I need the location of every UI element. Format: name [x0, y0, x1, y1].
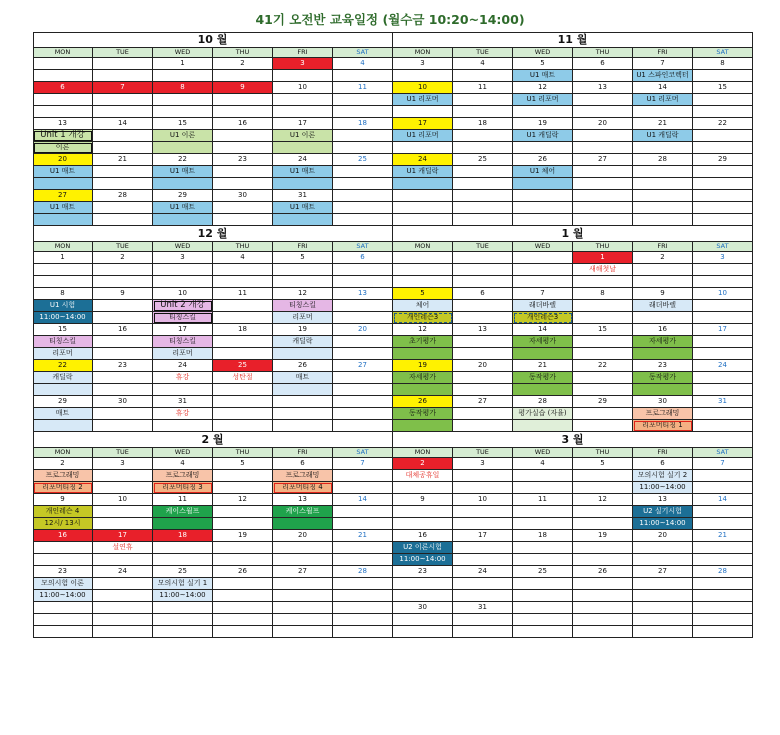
calendar-cell: 새해첫날 — [573, 264, 633, 276]
calendar-cell: 4 — [513, 458, 573, 470]
calendar-cell: 30 — [633, 396, 693, 408]
calendar-cell: 18 — [453, 118, 513, 130]
calendar-cell: 8 — [33, 288, 93, 300]
calendar-cell: 14 — [633, 82, 693, 94]
day-header: SAT — [693, 48, 753, 58]
month-header: 10 월 — [33, 32, 393, 48]
calendar-cell: 29 — [153, 190, 213, 202]
calendar-cell: 19 — [273, 324, 333, 336]
calendar-cell: 프로그래밍 — [33, 470, 93, 482]
calendar-cell: 27 — [333, 360, 393, 372]
calendar-cell: 설연휴 — [93, 542, 153, 554]
calendar-cell: 15 — [33, 324, 93, 336]
calendar-cell: 개인레슨3 — [393, 312, 453, 324]
calendar-cell: 래더바렐 — [513, 300, 573, 312]
calendar-cell: 26 — [573, 566, 633, 578]
grid-frame — [33, 32, 753, 638]
calendar-cell: 16 — [93, 324, 153, 336]
calendar-cell: 5 — [573, 458, 633, 470]
calendar-cell: 16 — [633, 324, 693, 336]
day-header: SAT — [693, 242, 753, 252]
calendar-cell: 24 — [693, 360, 753, 372]
calendar-cell: U1 매트 — [273, 202, 333, 214]
calendar-cell: U2 실기시험 — [633, 506, 693, 518]
day-header: SAT — [333, 242, 393, 252]
calendar-cell: U2 이론시험 — [393, 542, 453, 554]
day-header: TUE — [93, 242, 153, 252]
calendar-cell: 리포머 — [273, 312, 333, 324]
calendar-cell: U1 매트 — [513, 70, 573, 82]
calendar-cell: 17 — [153, 324, 213, 336]
calendar-cell: 7 — [693, 458, 753, 470]
calendar-cell: 18 — [513, 530, 573, 542]
calendar-cell: 동작평가 — [633, 372, 693, 384]
calendar-cell: 3 — [93, 458, 153, 470]
calendar-cell: 1 — [153, 58, 213, 70]
calendar-cell: 9 — [393, 494, 453, 506]
calendar-cell: U1 캐딜락 — [633, 130, 693, 142]
calendar-cell: 리포머티칭 2 — [33, 482, 93, 494]
calendar-cell: 10 — [153, 288, 213, 300]
calendar-cell: 28 — [513, 396, 573, 408]
calendar-cell: 24 — [393, 154, 453, 166]
calendar-cell: 자세평가 — [513, 336, 573, 348]
calendar-cell: 9 — [33, 494, 93, 506]
calendar-cell: 19 — [393, 360, 453, 372]
calendar-cell: 매트 — [33, 408, 93, 420]
calendar-cell: 15 — [573, 324, 633, 336]
calendar-cell: U1 매트 — [273, 166, 333, 178]
calendar-cell: 7 — [93, 82, 153, 94]
calendar-cell: 21 — [333, 530, 393, 542]
calendar-cell: 27 — [573, 154, 633, 166]
calendar-cell: 3 — [693, 252, 753, 264]
calendar-cell: 티칭스킬 — [273, 300, 333, 312]
calendar-cell: 30 — [393, 602, 453, 614]
calendar-cell: 11 — [513, 494, 573, 506]
calendar-cell: 12 — [213, 494, 273, 506]
day-header: WED — [153, 48, 213, 58]
calendar-cell: 23 — [93, 360, 153, 372]
calendar-cell: 31 — [273, 190, 333, 202]
calendar-cell: U1 체어 — [513, 166, 573, 178]
calendar-cell: 자세평가 — [633, 336, 693, 348]
calendar-cell: 10 — [453, 494, 513, 506]
calendar-cell: 16 — [33, 530, 93, 542]
calendar-cell: 26 — [213, 566, 273, 578]
day-header: MON — [393, 242, 453, 252]
calendar-cell: U1 스파인코렉터 — [633, 70, 693, 82]
calendar-cell: 동작평가 — [513, 372, 573, 384]
calendar-cell: U1 이론 — [273, 130, 333, 142]
calendar-cell: 24 — [93, 566, 153, 578]
calendar-cell: 26 — [273, 360, 333, 372]
calendar-cell: 11 — [153, 494, 213, 506]
calendar-cell: 20 — [33, 154, 93, 166]
day-header: WED — [513, 448, 573, 458]
calendar-cell: 티칭스킬 — [153, 336, 213, 348]
calendar-cell: 17 — [393, 118, 453, 130]
calendar-cell: U1 리포머 — [513, 94, 573, 106]
calendar-cell: 23 — [633, 360, 693, 372]
calendar-cell: 13 — [453, 324, 513, 336]
day-header: THU — [573, 48, 633, 58]
calendar-cell: 10 — [693, 288, 753, 300]
day-header: FRI — [633, 448, 693, 458]
calendar-cell: 3 — [453, 458, 513, 470]
calendar-cell: 12 — [513, 82, 573, 94]
calendar-cell: 3 — [393, 58, 453, 70]
calendar-cell: 8 — [573, 288, 633, 300]
calendar-cell: 5 — [513, 58, 573, 70]
calendar-cell: 13 — [273, 494, 333, 506]
calendar-cell: 리포머티칭 3 — [153, 482, 213, 494]
calendar-cell: 2 — [393, 458, 453, 470]
calendar-cell: 25 — [513, 566, 573, 578]
calendar-cell: 11:00~14:00 — [633, 482, 693, 494]
calendar-cell: 28 — [93, 190, 153, 202]
calendar-cell: 7 — [633, 58, 693, 70]
calendar-cell: 21 — [93, 154, 153, 166]
calendar-cell: 17 — [93, 530, 153, 542]
calendar-cell: 동작평가 — [393, 408, 453, 420]
day-header: MON — [33, 448, 93, 458]
calendar-cell: 6 — [273, 458, 333, 470]
calendar-cell: 23 — [393, 566, 453, 578]
calendar-cell: 4 — [213, 252, 273, 264]
calendar-cell: U1 매트 — [33, 166, 93, 178]
month-header: 1 월 — [393, 226, 753, 242]
calendar-cell: 10 — [273, 82, 333, 94]
calendar-cell: 25 — [213, 360, 273, 372]
calendar-cell: U1 매트 — [33, 202, 93, 214]
calendar-cell: 20 — [453, 360, 513, 372]
calendar-cell: 27 — [33, 190, 93, 202]
calendar-cell: 31 — [153, 396, 213, 408]
calendar-cell: U1 리포머 — [393, 94, 453, 106]
calendar-cell: 13 — [333, 288, 393, 300]
calendar-cell: 프로그래밍 — [273, 470, 333, 482]
calendar-cell: 13 — [33, 118, 93, 130]
calendar-cell: 13 — [573, 82, 633, 94]
calendar-cell: 28 — [333, 566, 393, 578]
day-header: TUE — [453, 242, 513, 252]
calendar-cell: 11 — [213, 288, 273, 300]
day-header: FRI — [633, 242, 693, 252]
calendar-cell: 20 — [333, 324, 393, 336]
calendar-cell: 휴강 — [153, 372, 213, 384]
calendar-cell: 11:00~14:00 — [33, 312, 93, 324]
day-header: TUE — [453, 448, 513, 458]
calendar-cell: 티칭스킬 — [153, 312, 213, 324]
calendar-cell: 22 — [573, 360, 633, 372]
calendar-cell: 20 — [273, 530, 333, 542]
calendar-cell: 모의시험 이론 — [33, 578, 93, 590]
calendar-cell: 28 — [693, 566, 753, 578]
calendar-cell: 2 — [93, 252, 153, 264]
calendar-cell: 22 — [153, 154, 213, 166]
calendar-cell: 2 — [633, 252, 693, 264]
calendar-cell: 10 — [93, 494, 153, 506]
day-header: TUE — [453, 48, 513, 58]
calendar-cell: 9 — [633, 288, 693, 300]
calendar-cell: 31 — [693, 396, 753, 408]
day-header: WED — [153, 242, 213, 252]
calendar-cell: 17 — [453, 530, 513, 542]
calendar-cell: 20 — [573, 118, 633, 130]
calendar-cell: 9 — [93, 288, 153, 300]
calendar-cell: 19 — [513, 118, 573, 130]
day-header: THU — [573, 242, 633, 252]
calendar-cell: 개인레슨 4 — [33, 506, 93, 518]
calendar-cell: 체어 — [393, 300, 453, 312]
calendar-cell: 11:00~14:00 — [153, 590, 213, 602]
calendar-cell: U1 이론 — [153, 130, 213, 142]
calendar-cell: 대체공휴일 — [393, 470, 453, 482]
calendar-cell: 22 — [693, 118, 753, 130]
calendar-cell: 매트 — [273, 372, 333, 384]
calendar-cell: 리포머티칭 4 — [273, 482, 333, 494]
day-header: WED — [513, 48, 573, 58]
calendar-cell: 2 — [213, 58, 273, 70]
day-header: TUE — [93, 448, 153, 458]
calendar-cell: 29 — [693, 154, 753, 166]
calendar-cell: 9 — [213, 82, 273, 94]
calendar-cell: 18 — [333, 118, 393, 130]
calendar-cell: 3 — [153, 252, 213, 264]
calendar-cell: 11 — [453, 82, 513, 94]
calendar-cell: Unit 2 개강 — [153, 300, 213, 312]
calendar-cell: U1 시험 — [33, 300, 93, 312]
month-header: 11 월 — [393, 32, 753, 48]
day-header: MON — [33, 48, 93, 58]
calendar-cell: 29 — [573, 396, 633, 408]
month-header: 3 월 — [393, 432, 753, 448]
calendar-cell: 6 — [453, 288, 513, 300]
calendar-cell: 11 — [333, 82, 393, 94]
calendar-cell: 6 — [633, 458, 693, 470]
day-header: SAT — [333, 48, 393, 58]
calendar-cell: 25 — [333, 154, 393, 166]
calendar-cell: 5 — [273, 252, 333, 264]
calendar-cell: 23 — [213, 154, 273, 166]
calendar-cell: 11:00~14:00 — [33, 590, 93, 602]
day-header: THU — [213, 242, 273, 252]
calendar-cell: 24 — [153, 360, 213, 372]
calendar-cell: 19 — [573, 530, 633, 542]
calendar-cell: 11:00~14:00 — [393, 554, 453, 566]
calendar-cell: 성탄절 — [213, 372, 273, 384]
calendar-cell: 5 — [213, 458, 273, 470]
calendar-cell: 14 — [333, 494, 393, 506]
calendar-cell: 14 — [513, 324, 573, 336]
calendar-cell: 13 — [633, 494, 693, 506]
calendar-cell: 18 — [213, 324, 273, 336]
calendar-cell: 케이스월프 — [153, 506, 213, 518]
calendar-cell: 캐딜락 — [33, 372, 93, 384]
calendar-cell: 프로그래밍 — [153, 470, 213, 482]
calendar-cell: U1 매트 — [153, 166, 213, 178]
calendar-cell: 29 — [33, 396, 93, 408]
calendar-cell: 모의시험 실기 1 — [153, 578, 213, 590]
calendar-cell: U1 캐딜락 — [393, 166, 453, 178]
calendar-cell: 25 — [153, 566, 213, 578]
calendar-cell: 케이스월프 — [273, 506, 333, 518]
calendar-cell: 휴강 — [153, 408, 213, 420]
calendar-cell: 5 — [393, 288, 453, 300]
calendar-cell: 12 — [273, 288, 333, 300]
calendar-cell: 캐딜락 — [273, 336, 333, 348]
calendar-cell: 8 — [153, 82, 213, 94]
calendar-cell: 24 — [273, 154, 333, 166]
calendar-cell: 12시/ 13시 — [33, 518, 93, 530]
day-header: FRI — [633, 48, 693, 58]
calendar-cell: 7 — [333, 458, 393, 470]
day-header: FRI — [273, 448, 333, 458]
calendar-cell: 4 — [333, 58, 393, 70]
calendar-cell: 28 — [633, 154, 693, 166]
calendar-cell: 14 — [693, 494, 753, 506]
calendar-cell: 27 — [453, 396, 513, 408]
calendar-cell: 14 — [93, 118, 153, 130]
calendar-cell: 19 — [213, 530, 273, 542]
calendar-cell: 27 — [273, 566, 333, 578]
calendar-cell: 26 — [513, 154, 573, 166]
day-header: SAT — [693, 448, 753, 458]
day-header: MON — [393, 448, 453, 458]
calendar-cell: 1 — [573, 252, 633, 264]
day-header: TUE — [93, 48, 153, 58]
calendar-cell: 12 — [393, 324, 453, 336]
day-header: FRI — [273, 48, 333, 58]
calendar-cell: 25 — [453, 154, 513, 166]
calendar-cell: U1 매트 — [153, 202, 213, 214]
calendar-cell: 6 — [33, 82, 93, 94]
month-header: 2 월 — [33, 432, 393, 448]
calendar-cell: 6 — [333, 252, 393, 264]
calendar-cell: 티칭스킬 — [33, 336, 93, 348]
day-header: THU — [213, 448, 273, 458]
page-title: 41기 오전반 교육일정 (월수금 10:20~14:00) — [255, 12, 525, 27]
calendar-cell: 15 — [693, 82, 753, 94]
day-header: FRI — [273, 242, 333, 252]
calendar-cell: 27 — [633, 566, 693, 578]
day-header: MON — [33, 242, 93, 252]
calendar-cell: 21 — [513, 360, 573, 372]
calendar-cell: 개인레슨3 — [513, 312, 573, 324]
calendar-cell: 자세평가 — [393, 372, 453, 384]
day-header: WED — [513, 242, 573, 252]
calendar-cell: 리포머 — [153, 348, 213, 360]
day-header: THU — [573, 448, 633, 458]
calendar-cell: 이론 — [33, 142, 93, 154]
calendar-cell: 26 — [393, 396, 453, 408]
calendar-cell: 모의시험 실기 2 — [633, 470, 693, 482]
calendar-cell: U1 리포머 — [393, 130, 453, 142]
calendar-cell: 17 — [273, 118, 333, 130]
calendar-cell: 10 — [393, 82, 453, 94]
calendar-cell: 평가실습 (자율) — [513, 408, 573, 420]
calendar-cell: 21 — [693, 530, 753, 542]
calendar-cell: 30 — [93, 396, 153, 408]
calendar-cell: 1 — [33, 252, 93, 264]
calendar-cell: 4 — [453, 58, 513, 70]
calendar-cell: 31 — [453, 602, 513, 614]
calendar-cell: 16 — [213, 118, 273, 130]
calendar-cell: 4 — [153, 458, 213, 470]
calendar-cell: Unit 1 개강 — [33, 130, 93, 142]
calendar-cell: 래더바렐 — [633, 300, 693, 312]
calendar-cell: 12 — [573, 494, 633, 506]
day-header: SAT — [333, 448, 393, 458]
calendar-cell: 24 — [453, 566, 513, 578]
calendar-cell: 6 — [573, 58, 633, 70]
calendar-cell: 18 — [153, 530, 213, 542]
calendar-cell: 16 — [393, 530, 453, 542]
calendar-cell: 8 — [693, 58, 753, 70]
calendar-cell: 15 — [153, 118, 213, 130]
calendar-cell: U1 리포머 — [633, 94, 693, 106]
calendar-cell: 7 — [513, 288, 573, 300]
day-header: MON — [393, 48, 453, 58]
calendar-cell: U1 캐딜락 — [513, 130, 573, 142]
calendar-cell: 프로그래밍 — [633, 408, 693, 420]
calendar-cell: 11:00~14:00 — [633, 518, 693, 530]
month-header: 12 월 — [33, 226, 393, 242]
calendar-cell: 리포머 — [33, 348, 93, 360]
calendar-cell: 23 — [33, 566, 93, 578]
calendar-cell: 초기평가 — [393, 336, 453, 348]
calendar-cell: 21 — [633, 118, 693, 130]
calendar-cell: 22 — [33, 360, 93, 372]
day-header: WED — [153, 448, 213, 458]
calendar-cell: 2 — [33, 458, 93, 470]
calendar-cell: 17 — [693, 324, 753, 336]
calendar-cell: 3 — [273, 58, 333, 70]
calendar-cell: 20 — [633, 530, 693, 542]
calendar-cell: 리포머티칭 1 — [633, 420, 693, 432]
day-header: THU — [213, 48, 273, 58]
calendar-cell: 30 — [213, 190, 273, 202]
